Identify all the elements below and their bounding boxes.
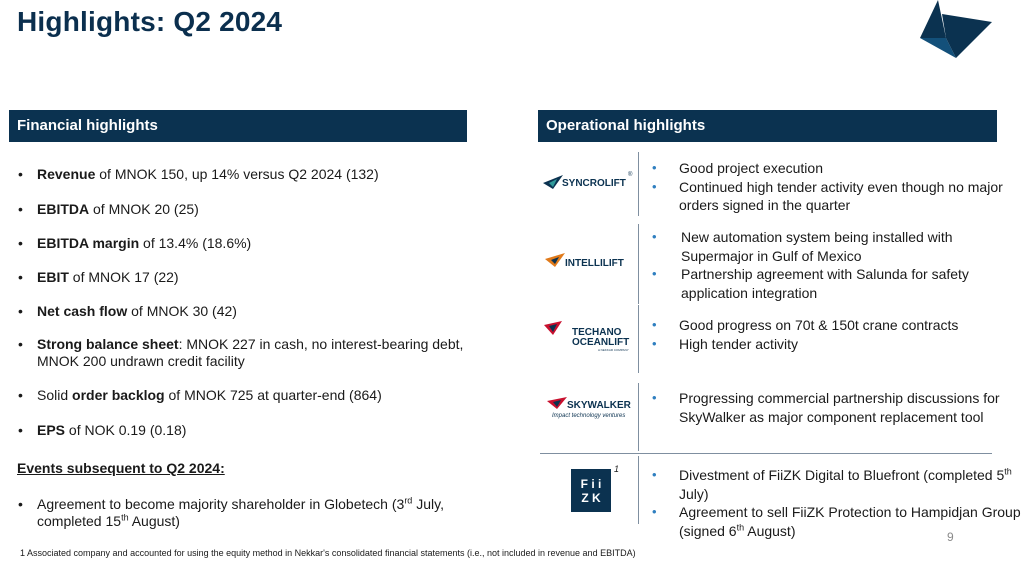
syncrolift-logo-text: SYNCROLIFT [562,178,626,189]
list-item: • EBITDA margin of 13.4% (18.6%) [17,235,487,269]
skywalker-logo-tag: Impact technology ventures [552,413,626,419]
divider [638,383,639,451]
skywalker-bullets [646,389,1018,426]
intellilift-logo [540,253,636,273]
fiizk-logo-line2: Z K [581,491,601,505]
syncrolift-mark-icon [543,175,563,189]
fiizk-logo [540,469,636,513]
list-item: • Good progress on 70t & 150t crane contracts [646,316,1016,335]
list-item: • Continued high tender activity even though no major orders signed in the quarter [646,178,1016,215]
fiizk-row [540,456,1021,539]
list-item: • EBITDA of MNOK 20 (25) [17,201,487,235]
list-item: • New automation system being installed with Supermajor in Gulf of Mexico [646,228,1016,265]
intellilift-logo-text: INTELLILIFT [565,258,624,269]
financial-highlights-header: Financial highlights [9,110,467,142]
list-item: • EBIT of MNOK 17 (22) [17,269,487,303]
footnote: 1 Associated company and accounted for using the equity method in Nekkar's consolidated financial statements (i.e., not included in revenue and EBITDA) [20,548,636,558]
list-item: • Partnership agreement with Salunda for safety application integration [646,265,1016,302]
financial-highlights-list [17,166,487,442]
list-item: • Strong balance sheet: MNOK 227 in cash, no interest-bearing debt, MNOK 200 undrawn credit facility [17,336,487,387]
fiizk-logo-line1: F i i [580,477,602,491]
skywalker-mark-icon [547,397,567,409]
syncrolift-bullets [646,159,1016,215]
skywalker-row [540,383,1020,451]
list-item: • EPS of NOK 0.19 (0.18) [17,422,487,442]
techano-row [540,305,1020,373]
fiizk-bullets [646,466,1026,540]
list-item: • Good project execution [646,159,1016,178]
techano-logo [540,319,636,353]
oceanlift-logo-text: OCEANLIFT [572,337,630,348]
event-item: • Agreement to become majority shareholder in Globetech (3rd July, completed 15th August) [17,496,477,530]
divider [638,456,639,524]
divider [638,305,639,373]
intellilift-mark-icon [545,253,565,267]
syncrolift-row [540,152,1020,216]
techano-logo-text: TECHANO [572,327,622,338]
list-item: • Revenue of MNOK 150, up 14% versus Q2 2024 (132) [17,166,487,201]
intellilift-bullets [646,228,1016,302]
list-item: • Divestment of FiiZK Digital to Bluefront (completed 5th July) [646,466,1026,503]
divider [638,224,639,304]
divider [540,453,992,454]
page-title: Highlights: Q2 2024 [17,6,283,37]
skywalker-logo [540,397,636,431]
footnote-mark: 1 [614,464,620,474]
divider [638,152,639,216]
list-item: • Progressing commercial partnership discussions for SkyWalker as major component replacement tool [646,389,1018,426]
list-item: • Net cash flow of MNOK 30 (42) [17,303,487,336]
intellilift-row [540,224,1020,304]
techano-bullets [646,316,1016,353]
list-item: • Agreement to sell FiiZK Protection to Hampidjan Group (signed 6th August) [646,503,1026,540]
operational-highlights-header: Operational highlights [538,110,997,142]
techano-logo-tag: A NEKKAR COMPANY [598,348,629,352]
fiizk-logo-box [571,469,611,512]
nekkar-logo-icon [916,0,994,60]
registered-mark: ® [628,172,633,178]
events-heading: Events subsequent to Q2 2024: [17,460,225,476]
syncrolift-logo [540,172,636,194]
techano-mark-icon [544,321,562,335]
list-item: • Solid order backlog of MNOK 725 at quarter-end (864) [17,387,487,422]
skywalker-logo-text: SKYWALKER [567,400,631,411]
list-item: • High tender activity [646,335,1016,354]
page-number: 9 [947,530,954,544]
